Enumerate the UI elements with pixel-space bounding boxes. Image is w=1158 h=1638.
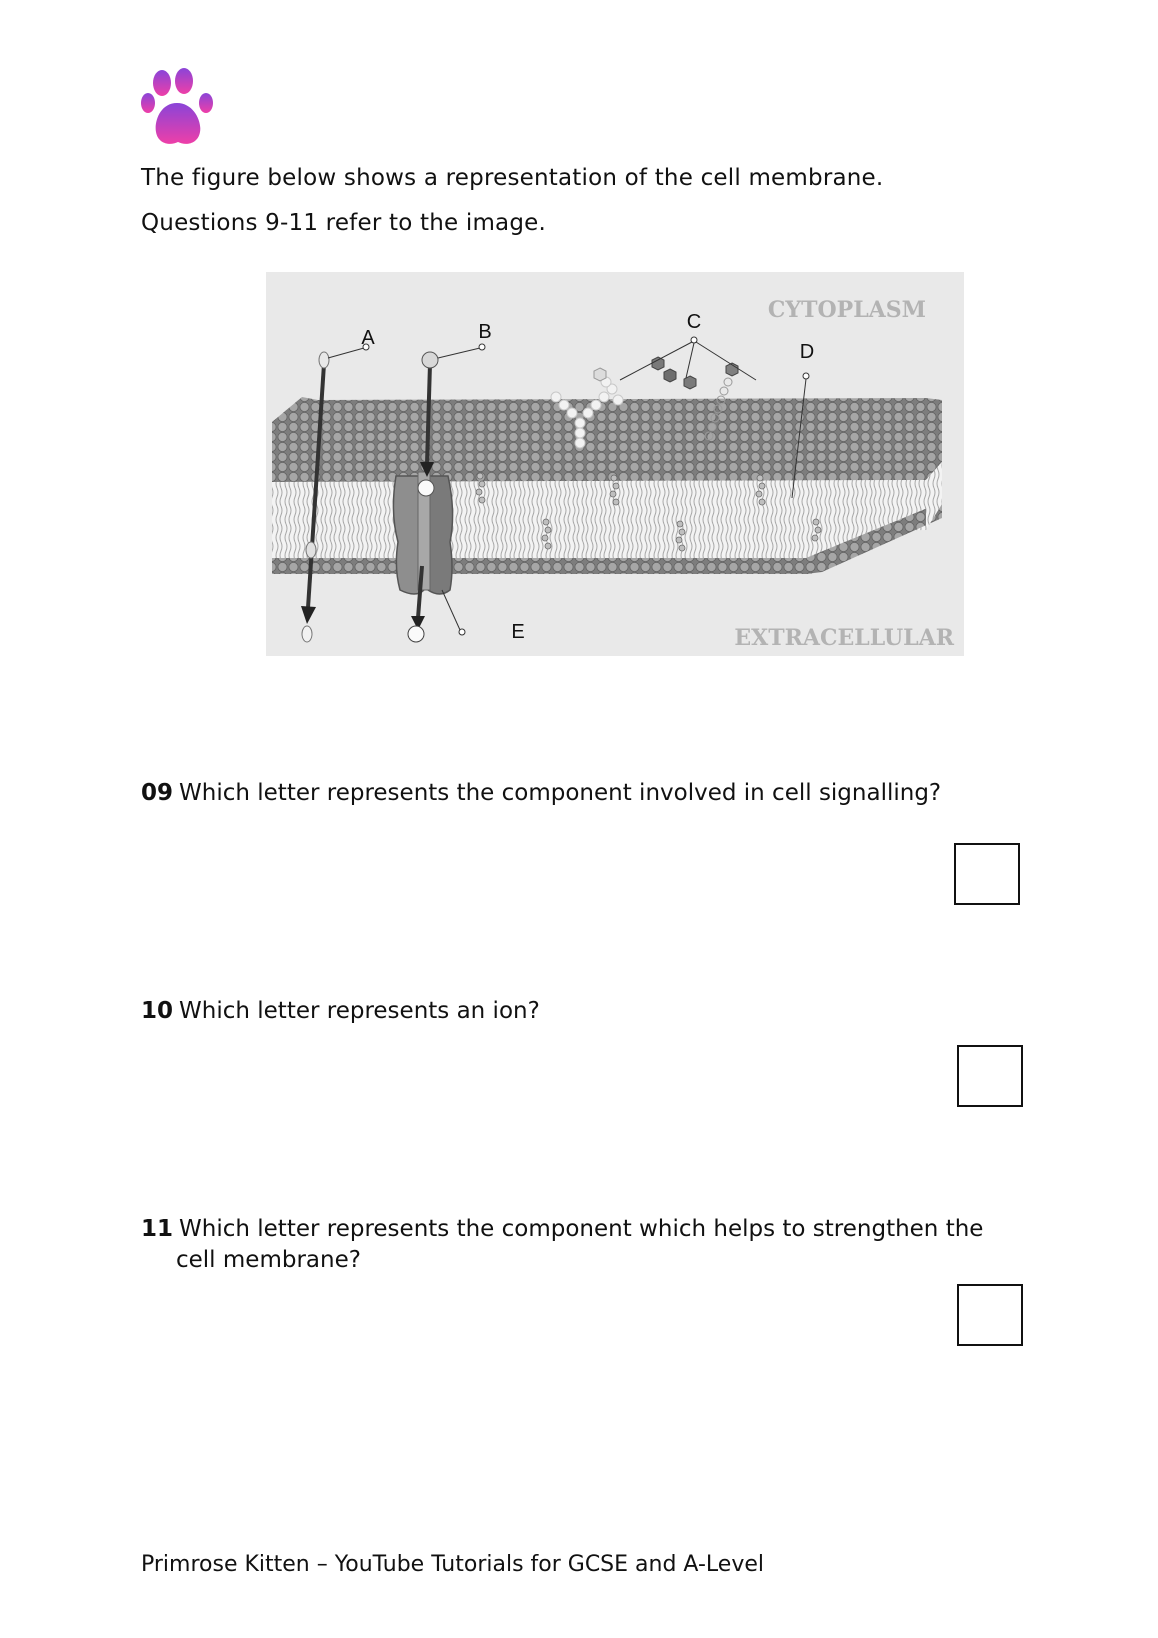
label-a: A <box>361 327 375 349</box>
label-e: E <box>511 621 525 643</box>
question-11 <box>141 1214 1026 1276</box>
question-text: Which letter represents the component which helps to strengthen the <box>179 1216 984 1242</box>
question-text: Which letter represents an ion? <box>179 998 540 1024</box>
label-b: B <box>478 321 492 343</box>
question-number: 09 <box>141 780 174 806</box>
question-10 <box>141 996 540 1027</box>
label-c: C <box>686 311 702 333</box>
question-text-continued: cell membrane? <box>176 1247 361 1273</box>
answer-box-11[interactable] <box>957 1284 1023 1346</box>
question-number: 10 <box>141 998 174 1024</box>
cytoplasm-label: CYTOPLASM <box>767 297 926 323</box>
footer-text: Primrose Kitten – YouTube Tutorials for GCSE and A-Level <box>141 1552 764 1577</box>
label-d: D <box>799 341 815 363</box>
answer-box-09[interactable] <box>954 843 1020 905</box>
question-text: Which letter represents the component involved in cell signalling? <box>179 780 942 806</box>
extracellular-label: EXTRACELLULAR <box>734 625 954 651</box>
questions-reference-text: Questions 9-11 refer to the image. <box>141 210 546 236</box>
intro-text: The figure below shows a representation of the cell membrane. <box>141 165 884 191</box>
question-number: 11 <box>141 1216 174 1242</box>
paw-logo-icon <box>140 66 216 148</box>
cell-membrane-diagram <box>266 272 964 656</box>
question-09 <box>141 778 941 809</box>
cell-membrane-figure <box>266 272 964 656</box>
answer-box-10[interactable] <box>957 1045 1023 1107</box>
